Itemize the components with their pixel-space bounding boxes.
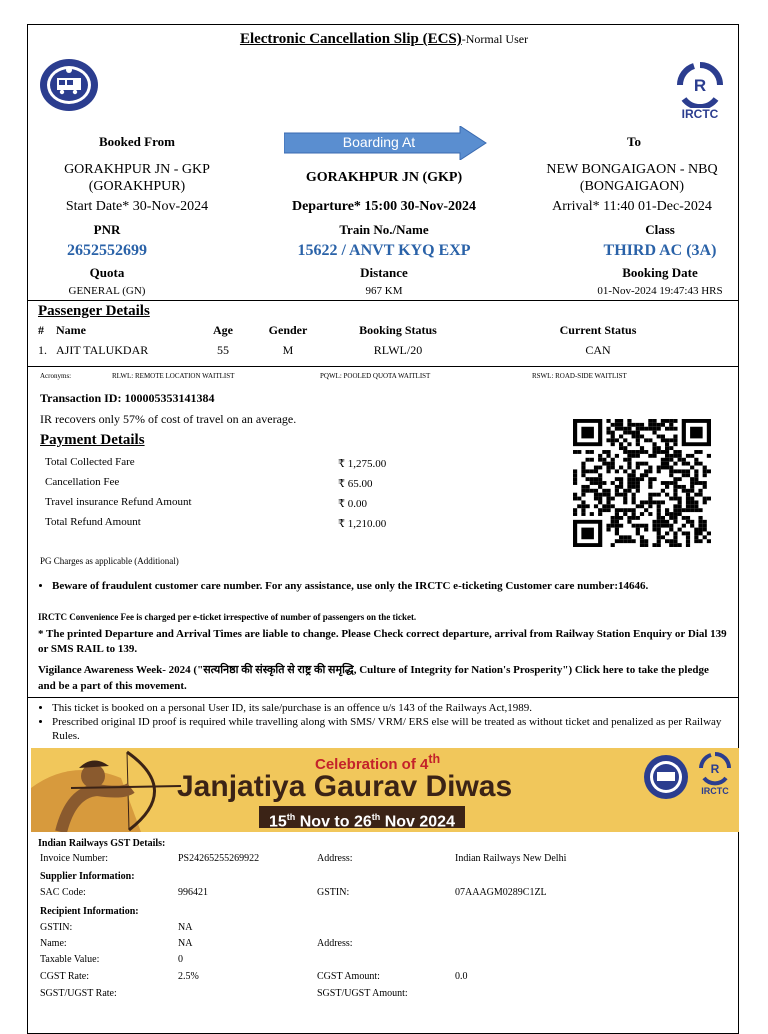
boarding-station: GORAKHPUR JN (GKP) [305,170,463,185]
personal-id-notice: • This ticket is booked on a personal User ID, its sale/purchase is an offence u/s 143 of the Railways Act,1989. [52,701,728,715]
col-current-status: Current Status [559,323,637,337]
invoice-label: Invoice Number: [40,853,109,864]
distance-value: 967 KM [365,285,403,297]
to-label: To [627,134,641,149]
irctc-emblem-icon [666,62,734,108]
divider [27,366,739,367]
supplier-gstin-value: 07AAAGM0289C1ZL [455,887,547,898]
to-city: (BONGAIGAON) [579,179,685,194]
janjatiya-banner [31,748,739,832]
quota-label: Quota [89,265,125,280]
acronym-rswl: RSWL: ROAD-SIDE WAITLIST [532,372,627,380]
col-number: # [38,323,44,337]
banner-date-end-sup: th [371,812,381,822]
banner-date-start: 15 [269,813,287,831]
boarding-arrow [284,126,488,160]
cancellation-fee-label: Cancellation Fee [45,476,120,488]
banner-date-end: Nov 2024 [380,813,455,831]
document-title [0,30,768,48]
banner-date-start-sup: th [286,812,296,822]
to-station: NEW BONGAIGAON - NBQ [546,162,718,177]
col-booking-status: Booking Status [359,323,437,337]
recipient-address-label: Address: [317,938,353,949]
pnr-value: 2652552699 [67,242,147,259]
vigilance-note[interactable]: Vigilance Awareness Week- 2024 ("सत्यनिष्ठा की संस्कृति से राष्ट्र की समृद्धि, Culture of Integrity for Nation's Prosperity") Click here to take the pledge and be a part of this movement. [38,664,709,692]
arrival-time: Arrival* 11:40 01-Dec-2024 [552,199,712,214]
sac-value: 996421 [178,887,208,898]
recipient-gstin-value: NA [178,922,193,933]
start-date: Start Date* 30-Nov-2024 [65,199,209,214]
divider [27,300,739,301]
recipient-gstin-label: GSTIN: [40,922,73,933]
passenger-details-heading: Passenger Details [38,303,150,319]
insurance-refund-label: Travel insurance Refund Amount [45,496,192,508]
banner-date-mid: Nov to 26 [295,813,372,831]
acronym-rlwl: RLWL: REMOTE LOCATION WAITLIST [112,372,235,380]
banner-irctc-emblem-icon [695,752,735,786]
legal-notices [38,701,728,743]
convenience-fee-note: IRCTC Convenience Fee is charged per e-ticket irrespective of number of passengers on the ticket. [38,612,417,622]
class-value: THIRD AC (3A) [603,242,717,259]
passenger-gender: M [282,343,294,357]
irctc-logo [666,62,734,122]
insurance-refund-value: ₹ 0.00 [338,498,367,510]
address-value: Indian Railways New Delhi [455,853,567,864]
sgst-amount-label: SGST/UGST Amount: [317,988,408,999]
banner-celebration-text: Celebration of 4 [315,756,429,773]
taxable-value-label: Taxable Value: [40,954,100,965]
col-age: Age [213,323,233,337]
quota-value: GENERAL (GN) [68,285,146,297]
pg-charges-note: PG Charges as applicable (Additional) [40,556,179,566]
train-value: 15622 / ANVT KYQ EXP [297,242,471,259]
sac-label: SAC Code: [40,887,86,898]
from-city: (GORAKHPUR) [88,179,186,194]
archer-illustration-icon [31,748,191,832]
address-label: Address: [317,853,353,864]
train-label: Train No./Name [339,222,429,237]
gst-heading: Indian Railways GST Details: [38,838,166,849]
acronyms-label: Acronyms: [40,372,72,380]
supplier-gstin-label: GSTIN: [317,887,350,898]
distance-label: Distance [360,265,408,280]
total-refund-label: Total Refund Amount [45,516,141,528]
booking-date-label: Booking Date [622,265,698,280]
banner-title: Janjatiya Gaurav Diwas [177,770,513,803]
cancellation-fee-value: ₹ 65.00 [338,478,373,490]
recipient-heading: Recipient Information: [40,906,139,917]
banner-irctc-label: IRCTC [701,786,729,796]
times-note: * The printed Departure and Arrival Times are liable to change. Please Check correct departure, arrival from Railway Station Enquiry or Dial 139 or SMS RAIL to 139. [38,628,727,655]
cgst-amount-label: CGST Amount: [317,971,380,982]
banner-railway-emblem-icon [643,754,689,800]
title-main: Electronic Cancellation Slip (ECS) [239,31,462,47]
acronym-pqwl: PQWL: POOLED QUOTA WAITLIST [320,372,431,380]
total-refund-value: ₹ 1,210.00 [338,518,387,530]
title-suffix: -Normal User [461,32,529,46]
id-proof-notice: • Prescribed original ID proof is required while travelling along with SMS/ VRM/ ERS else will be treated as without ticket and penalized as per Railway Rules. [52,715,728,743]
ir-cost-note: IR recovers only 57% of cost of travel on an average. [40,412,297,426]
passenger-booking-status: RLWL/20 [373,343,423,357]
payment-details-heading: Payment Details [40,432,145,448]
passenger-number: 1. [38,343,47,357]
taxable-value: 0 [178,954,183,965]
invoice-value: PS24265255269922 [178,853,260,864]
cgst-rate-value: 2.5% [178,971,199,982]
sgst-rate-label: SGST/UGST Rate: [40,988,117,999]
cgst-amount-value: 0.0 [455,971,468,982]
supplier-heading: Supplier Information: [40,871,135,882]
passenger-current-status: CAN [585,343,611,357]
departure-time: Departure* 15:00 30-Nov-2024 [291,199,477,214]
total-collected-fare-value: ₹ 1,275.00 [338,458,387,470]
col-name: Name [56,323,86,337]
banner-celebration-sup: th [428,752,441,766]
svg-text:R: R [710,762,720,776]
qr-code [573,419,711,547]
svg-text:R: R [693,76,707,95]
recipient-name-label: Name: [40,938,67,949]
banner-dates [259,806,465,831]
from-station: GORAKHPUR JN - GKP [64,162,210,177]
indian-railways-emblem-icon [38,58,100,112]
class-label: Class [645,222,675,237]
boarding-at-label: Boarding At [342,134,416,150]
cgst-rate-label: CGST Rate: [40,971,89,982]
pnr-label: PNR [93,222,121,237]
recipient-name-value: NA [178,938,193,949]
irctc-label: IRCTC [681,107,719,121]
transaction-id: Transaction ID: 100005353141384 [40,391,215,405]
total-collected-fare-label: Total Collected Fare [45,456,135,468]
booking-date-value: 01-Nov-2024 19:47:43 HRS [597,285,723,297]
passenger-age: 55 [217,343,229,357]
fraud-notice-text: • Beware of fraudulent customer care number. For any assistance, use only the IRCTC e-ticketing Customer care number:14646. [52,579,718,594]
col-gender: Gender [268,323,308,337]
passenger-name: AJIT TALUKDAR [56,343,149,357]
booked-from-label: Booked From [99,134,175,149]
fraud-notice [38,579,718,594]
divider [27,697,739,698]
